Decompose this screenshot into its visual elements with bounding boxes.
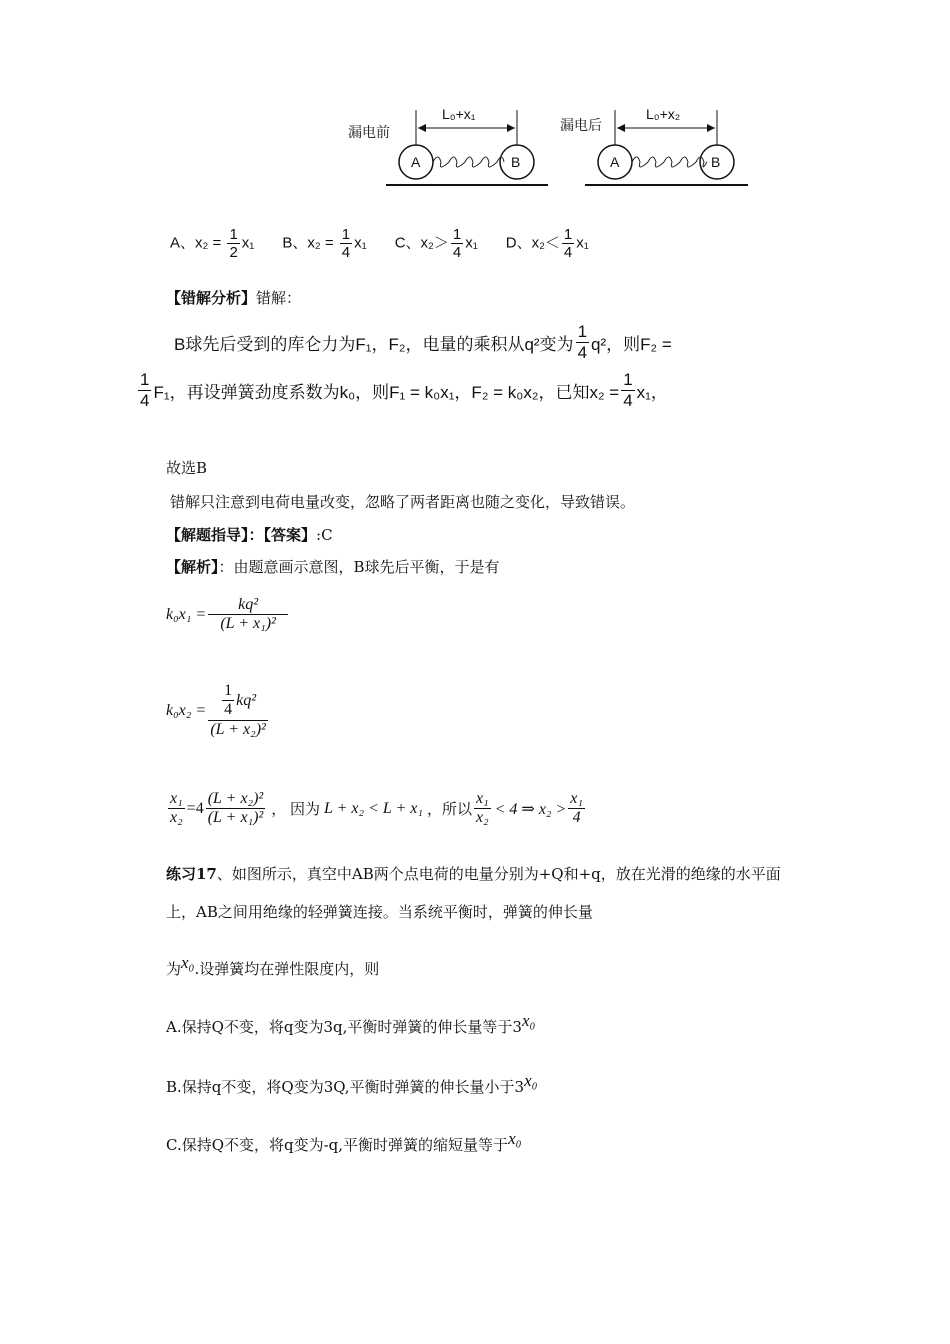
guide-line: 【解题指导】：【答案】:C <box>166 526 333 544</box>
option-d: D、x₂＜ $\frac{1}{4}$ x₁ <box>505 226 589 262</box>
equation-2: k₀x₂ = $\frac{1}{4}$ kq² (L + x₂)² <box>166 682 270 739</box>
equation-3: $\frac{\text{x₁}}{\text{x₂}}$ =4 $\frac{\text{(L + x₂)²}}{\text{(L + x₁)²}}$ ， 因为 L + x₂ < L + x₁ ，所以 $\frac{\text{x₁}}{\text{x₂}}$ < 4 ⇒ x₂ > $\frac{\text{x₁}}{4}$ <box>170 790 583 827</box>
exercise-option-b: B.保持q不变，将Q变为3Q,平衡时弹簧的伸长量小于3x₀ <box>166 1071 538 1096</box>
spring-diagram <box>340 100 760 200</box>
diagram-before-label: 漏电前 <box>348 124 390 140</box>
ball-a-after: A <box>610 154 620 170</box>
equation-1: k₀x₁ = $\frac{\text{kq²}}{\text{(L + x₁)²}}$ <box>166 596 290 634</box>
exercise-line2: 上，AB之间用绝缘的轻弹簧连接。当系统平衡时，弹簧的伸长量 <box>166 903 593 921</box>
option-c: C、x₂＞ $\frac{1}{4}$ x₁ <box>394 226 478 262</box>
wrong-analysis-line1: B球先后受到的库仑力为F₁，F₂，电量的乘积从q²变为 $\frac{1}{4}$ q²，则F₂ = <box>174 322 672 362</box>
exercise-line1: 练习17、如图所示，真空中AB两个点电荷的电量分别为+Q和+q，放在光滑的绝缘的水平面 <box>166 865 781 883</box>
wrong-analysis-heading: 【错解分析】错解： <box>166 289 302 307</box>
ball-b-after: B <box>711 154 721 170</box>
exercise-option-c: C.保持Q不变，将q变为-q,平衡时弹簧的缩短量等于x₀ <box>166 1129 522 1154</box>
option-b: B、x₂ = $\frac{1}{4}$ x₁ <box>282 226 367 262</box>
wrong-choice: 故选B <box>166 459 208 477</box>
option-a: A、x₂ = $\frac{1}{2}$ x₁ <box>170 226 255 262</box>
ball-a-before: A <box>411 154 421 170</box>
diagram-dimension-before: L₀+x₁ <box>442 106 476 122</box>
wrong-comment: 错解只注意到电荷电量改变，忽略了两者距离也随之变化，导致错误。 <box>170 493 636 511</box>
exercise-option-a: A.保持Q不变，将q变为3q,平衡时弹簧的伸长量等于3x₀ <box>166 1011 536 1036</box>
exercise-line3: 为x₀.设弹簧均在弹性限度内，则 <box>166 953 380 978</box>
diagram-dimension-after: L₀+x₂ <box>646 106 681 122</box>
diagram-after-label: 漏电后 <box>560 117 602 133</box>
ball-b-before: B <box>511 154 521 170</box>
analysis-line: 【解析】：由题意画示意图，B球先后平衡，于是有 <box>166 558 500 576</box>
wrong-analysis-line2: $\frac{1}{4}$ F₁，再设弹簧劲度系数为k₀，则F₁ = k₀x₁，F₂ = k₀x₂，已知x₂ = $\frac{1}{4}$ x₁， <box>140 370 668 410</box>
options-row <box>170 226 589 262</box>
